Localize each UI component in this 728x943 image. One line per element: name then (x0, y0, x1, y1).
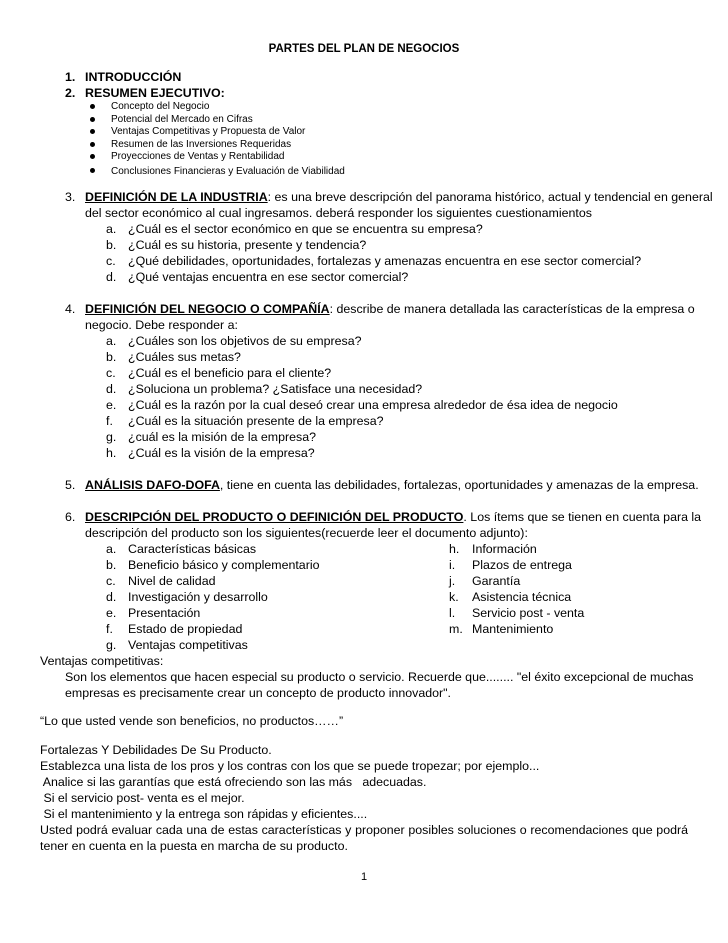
list-item: Beneficio básico y complementario (128, 558, 320, 572)
section-heading-line (85, 478, 699, 494)
list-item: ¿Cuál es la visión de la empresa? (128, 446, 315, 460)
list-item: Concepto del Negocio (111, 101, 210, 112)
list-marker: a. (106, 222, 117, 236)
subheading: Ventajas competitivas: (40, 654, 164, 668)
list-marker: l. (449, 606, 456, 620)
section-number: 2. (65, 86, 76, 100)
list-item: ¿Cuál es el beneficio para el cliente? (128, 366, 332, 380)
list-item: ¿Soluciona un problema? ¿Satisface una necesidad? (128, 382, 423, 396)
bullet-icon (90, 104, 95, 109)
list-marker: b. (106, 558, 117, 572)
page-number: 1 (360, 871, 368, 883)
list-marker: h. (106, 446, 117, 460)
section-text: negocio. Debe responder a: (85, 318, 238, 332)
bullet-icon (90, 142, 95, 147)
list-item: Plazos de entrega (472, 558, 572, 572)
section-heading-line (85, 510, 701, 526)
list-item: Mantenimiento (472, 622, 554, 636)
section-heading: INTRODUCCIÓN (85, 70, 182, 84)
list-marker: b. (106, 238, 117, 252)
section-number: 3. (65, 190, 76, 204)
paragraph-line: Analice si las garantías que está ofreciendo son las más adecuadas. (40, 775, 427, 789)
section-text: descripción del producto son los siguientes(recuerde leer el documento adjunto): (85, 526, 528, 540)
list-marker: c. (106, 254, 116, 268)
list-item: Potencial del Mercado en Cifras (111, 114, 253, 125)
section-heading: RESUMEN EJECUTIVO: (85, 86, 225, 100)
bullet-icon (90, 129, 95, 134)
list-marker: b. (106, 350, 117, 364)
paragraph-line: Si el servicio post- venta es el mejor. (40, 791, 245, 805)
list-marker: i. (449, 558, 456, 572)
bullet-icon (90, 168, 95, 173)
section-text: , tiene en cuenta las debilidades, fortalezas, oportunidades y amenazas de la empresa. (219, 478, 699, 492)
list-item: Presentación (128, 606, 201, 620)
list-marker: g. (106, 430, 117, 444)
list-marker: m. (449, 622, 463, 636)
section-number: 4. (65, 302, 76, 316)
list-item: Estado de propiedad (128, 622, 243, 636)
quote: “Lo que usted vende son beneficios, no productos……” (40, 714, 344, 728)
section-heading-line (85, 190, 713, 206)
list-item: Investigación y desarrollo (128, 590, 268, 604)
bullet-icon (90, 117, 95, 122)
section-text: : describe de manera detallada las características de la empresa o (329, 302, 695, 316)
list-marker: j. (449, 574, 456, 588)
section-number: 5. (65, 478, 76, 492)
list-item: Ventajas competitivas (128, 638, 248, 652)
list-marker: f. (106, 622, 113, 636)
list-item: Nivel de calidad (128, 574, 216, 588)
list-marker: c. (106, 366, 116, 380)
list-marker: d. (106, 590, 117, 604)
paragraph: Usted podrá evaluar cada una de estas características y proponer posibles soluciones o recomendaciones que podrá tener en cuenta en la puesta en marcha de su producto. (40, 823, 688, 853)
list-item: Información (472, 542, 537, 556)
list-item: ¿Cuál es la situación presente de la empresa? (128, 414, 384, 428)
list-marker: a. (106, 542, 117, 556)
list-item: ¿Cuáles sus metas? (128, 350, 241, 364)
page-title: PARTES DEL PLAN DE NEGOCIOS (268, 43, 460, 55)
section-number: 1. (65, 70, 76, 84)
list-marker: g. (106, 638, 117, 652)
list-item: Características básicas (128, 542, 257, 556)
list-marker: d. (106, 382, 117, 396)
list-item: ¿Qué ventajas encuentra en ese sector comercial? (128, 270, 409, 284)
bullet-icon (90, 154, 95, 159)
list-marker: f. (106, 414, 113, 428)
list-item: Resumen de las Inversiones Requeridas (111, 139, 292, 150)
paragraph-line: Si el mantenimiento y la entrega son rápidas y eficientes.... (40, 807, 368, 821)
list-item: ¿Cuál es el sector económico en que se encuentra su empresa? (128, 222, 483, 236)
list-item: Proyecciones de Ventas y Rentabilidad (111, 151, 285, 162)
list-marker: h. (449, 542, 460, 556)
list-item: Conclusiones Financieras y Evaluación de Viabilidad (111, 166, 345, 177)
subheading: Fortalezas Y Debilidades De Su Producto. (40, 743, 272, 757)
section-text: del sector económico al cual ingresamos. deberá responder los siguientes cuestionamientos (85, 206, 592, 220)
list-marker: e. (106, 606, 117, 620)
list-marker: e. (106, 398, 117, 412)
list-item: Ventajas Competitivas y Propuesta de Valor (111, 126, 306, 137)
section-text: . Los ítems que se tienen en cuenta para la (463, 510, 702, 524)
section-heading: DESCRIPCIÓN DEL PRODUCTO O DEFINICIÓN DEL PRODUCTO (85, 510, 464, 524)
paragraph-line: Son los elementos que hacen especial su producto o servicio. Recuerde que........ "el éxito excepcional de muchas (65, 670, 694, 684)
section-number: 6. (65, 510, 76, 524)
list-item: ¿Cuáles son los objetivos de su empresa? (128, 334, 362, 348)
list-marker: d. (106, 270, 117, 284)
section-heading: ANÁLISIS DAFO-DOFA (85, 478, 220, 492)
list-marker: k. (449, 590, 459, 604)
list-marker: a. (106, 334, 117, 348)
section-heading: DEFINICIÓN DEL NEGOCIO O COMPAÑÍA (85, 302, 330, 316)
list-item: Asistencia técnica (472, 590, 572, 604)
list-item: Servicio post - venta (472, 606, 585, 620)
paragraph-line: Establezca una lista de los pros y los contras con los que se puede tropezar; por ejemplo... (40, 759, 540, 773)
list-item: Garantía (472, 574, 521, 588)
section-heading: DEFINICIÓN DE LA INDUSTRIA (85, 190, 268, 204)
section-heading-line (85, 302, 695, 318)
list-item: ¿Cuál es su historia, presente y tendencia? (128, 238, 367, 252)
paragraph-line: empresas es precisamente crear un concepto de producto innovador". (65, 686, 451, 700)
section-text: : es una breve descripción del panorama histórico, actual y tendencial en general (267, 190, 713, 204)
list-item: ¿cuál es la misión de la empresa? (128, 430, 317, 444)
list-item: ¿Cuál es la razón por la cual deseó crear una empresa alrededor de ésa idea de negocio (128, 398, 618, 412)
list-marker: c. (106, 574, 116, 588)
list-item: ¿Qué debilidades, oportunidades, fortalezas y amenazas encuentra en ese sector comercial? (128, 254, 642, 268)
